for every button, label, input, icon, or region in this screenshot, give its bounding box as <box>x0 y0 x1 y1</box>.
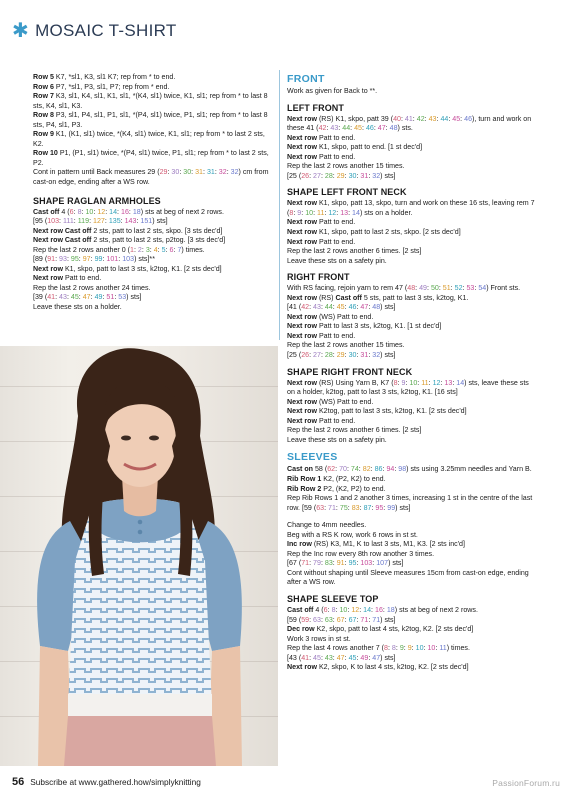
page-footer <box>12 776 201 788</box>
sleeves-count-2: [67 (71: 79: 83: 91: 95: 103: 107) sts] <box>287 559 404 568</box>
right-neck-line-6: Leave these sts on a safety pin. <box>287 435 387 444</box>
right-front-line-1: With RS facing, rejoin yarn to rem 47 (48: 49: 50: 51: 52: 53: 54) Front sts. <box>287 284 521 293</box>
right-front-heading: RIGHT FRONT <box>287 272 350 283</box>
raglan-count-3: [39 (41: 43: 45: 47: 49: 51: 53) sts] <box>33 293 142 302</box>
right-front-line-4: Next row Patt to last 3 sts, k2tog, K1. [1 st dec'd] <box>287 322 442 331</box>
left-front-count: [25 (26: 27: 28: 29: 30: 31: 32) sts] <box>287 171 396 180</box>
left-front-line-5: Rep the last 2 rows another 15 times. <box>287 162 405 171</box>
watermark: PassionForum.ru <box>492 778 560 788</box>
sleeve-top-heading: SHAPE SLEEVE TOP <box>287 593 379 604</box>
right-front-line-3: Next row (WS) Patt to end. <box>287 312 374 321</box>
raglan-line-6: Leave these sts on a holder. <box>33 303 122 312</box>
right-neck-line-1: Next row (RS) Using Yarn B, K7 (8: 9: 10: 11: 12: 13: 14) sts, leave these sts on a holder, k2tog, patt to last 3 sts, k2tog, K1. [16 sts] <box>287 378 529 397</box>
asterisk-icon: ✱ <box>12 20 30 42</box>
left-column <box>33 73 271 313</box>
right-neck-line-3: Next row K2tog, patt to last 3 sts, k2tog, K1. [2 sts dec'd] <box>287 407 467 416</box>
raglan-heading: SHAPE RAGLAN ARMHOLES <box>33 195 161 206</box>
sleeve-top-count-2: [43 (41: 45: 43: 47: 45: 49: 47) sts] <box>287 653 396 662</box>
page-title-text: MOSAIC T-SHIRT <box>35 21 177 40</box>
sleeve-top-line-1: Cast off 4 (6: 8: 10: 12: 14: 16: 18) sts at beg of next 2 rows. <box>287 605 478 614</box>
left-neck-line-5: Rep the last 2 rows another 6 times. [2 sts] <box>287 247 422 256</box>
raglan-line-2: Next row Cast off 2 sts, patt to last 2 sts, p2tog. [3 sts dec'd] <box>33 236 226 245</box>
sleeves-line-3: Rib Row 2 P2, (K2, P2) to end. <box>287 484 386 493</box>
raglan-count-1: [95 (103: 111: 119: 127: 135: 143: 151) sts] <box>33 217 168 226</box>
left-front-line-4: Next row Patt to end. <box>287 152 356 161</box>
right-neck-line-4: Next row Patt to end. <box>287 416 356 425</box>
column-divider <box>279 70 280 340</box>
cont-line: Cont in pattern until Back measures 29 (29: 30: 30: 31: 31: 32: 32) cm from cast-on edge, ending after a WS row. <box>33 168 269 187</box>
sleeve-top-line-2: Dec row K2, skpo, patt to last 4 sts, k2tog, K2. [2 sts dec'd] <box>287 625 474 634</box>
left-neck-line-2: Next row Patt to end. <box>287 218 356 227</box>
sleeves-heading: SLEEVES <box>287 451 338 464</box>
pattern-row: Row 6 P7, *sl1, P3, sl1, P7; rep from * end. <box>33 82 170 91</box>
raglan-castoff: Cast off 4 (6: 8: 10: 12: 14: 16: 18) sts at beg of next 2 rows. <box>33 207 224 216</box>
raglan-repeat: Rep the last 2 rows another 0 (1: 2: 3: 4: 5: 6: 7) times. <box>33 245 205 254</box>
sleeves-line-1: Cast on 58 (62: 70: 74: 82: 86: 94: 98) sts using 3.25mm needles and Yarn B. <box>287 465 532 474</box>
pattern-row: Row 5 K7, *sl1, K3, sl1 K7; rep from * to end. <box>33 73 176 81</box>
right-front-count-2: [25 (26: 27: 28: 29: 30: 31: 32) sts] <box>287 351 396 360</box>
sleeves-line-5: Change to 4mm needles. <box>287 521 367 530</box>
left-neck-line-6: Leave these sts on a safety pin. <box>287 256 387 265</box>
sleeve-top-count-1: [59 (59: 63: 63: 67: 67: 71: 71) sts] <box>287 615 396 624</box>
sleeves-line-2: Rib Row 1 K2, (P2, K2) to end. <box>287 474 386 483</box>
pattern-rows <box>33 73 271 168</box>
left-front-line-1: Next row (RS) K1, skpo, patt 39 (40: 41: 42: 43: 44: 45: 46), turn and work on these 41 (42: 43: 44: 45: 46: 47: 48) sts. <box>287 114 532 133</box>
left-front-heading: LEFT FRONT <box>287 102 344 113</box>
sleeves-line-8: Rep the Inc row every 8th row another 3 times. <box>287 549 435 558</box>
raglan-count-2: [89 (91: 93: 95: 97: 99: 101: 103) sts]** <box>33 255 155 264</box>
raglan-line-5: Rep the last 2 rows another 24 times. <box>33 283 151 292</box>
left-neck-line-1: Next row K1, skpo, patt 13, skpo, turn and work on these 16 sts, leaving rem 7 (8: 9: 10: 11: 12: 13: 14) sts on a holder. <box>287 199 535 217</box>
sleeve-top-line-5: Next row K2, skpo, K to last 4 sts, k2tog, K2. [2 sts dec'd] <box>287 663 469 672</box>
right-front-count-1: [41 (42: 43: 44: 45: 46: 47: 48) sts] <box>287 303 396 312</box>
left-front-line-2: Next row Patt to end. <box>287 133 356 142</box>
front-text: Work as given for Back to **. <box>287 87 378 95</box>
raglan-line-1: Next row Cast off 2 sts, patt to last 2 sts, skpo. [3 sts dec'd] <box>33 226 223 235</box>
right-front-line-5: Next row Patt to end. <box>287 331 356 340</box>
subscribe-text[interactable]: Subscribe at www.gathered.how/simplyknitting <box>30 777 201 787</box>
right-neck-line-2: Next row (WS) Patt to end. <box>287 397 374 406</box>
sleeves-line-4: Rep Rib Rows 1 and 2 another 3 times, increasing 1 st in the centre of the last row. [59 (63: 71: 75: 83: 87: 95: 99) sts] <box>287 494 533 512</box>
right-column <box>287 73 535 673</box>
sleeve-top-line-3: Work 3 rows in st st. <box>287 634 351 643</box>
right-neck-heading: SHAPE RIGHT FRONT NECK <box>287 366 413 377</box>
pattern-row: Row 7 K3, sl1, K4, sl1, K1, sl1, *(K4, sl1) twice, K1, sl1; rep from * to last 8 sts, K4, sl1, K3. <box>33 92 268 110</box>
sleeve-top-line-4: Rep the last 4 rows another 7 (8: 8: 9: 9: 10: 10: 11) times. <box>287 644 470 653</box>
pattern-row: Row 9 K1, (K1, sl1) twice, *(K4, sl1) twice, K1, sl1; rep from * to last 2 sts, K2. <box>33 130 265 148</box>
raglan-line-3: Next row K1, skpo, patt to last 3 sts, k2tog, K1. [2 sts dec'd] <box>33 264 222 273</box>
right-front-line-6: Rep the last 2 rows another 15 times. <box>287 341 405 350</box>
sleeves-line-6: Beg with a RS K row, work 6 rows in st st. <box>287 530 418 539</box>
left-front-line-3: Next row K1, skpo, patt to end. [1 st dec'd] <box>287 143 423 152</box>
pattern-row: Row 8 P3, sl1, P4, sl1, P1, sl1, *(P4, sl1) twice, P1, sl1; rep from * to last 8 sts, P4, sl1, P3. <box>33 111 268 129</box>
right-neck-line-5: Rep the last 2 rows another 6 times. [2 sts] <box>287 426 422 435</box>
page-number: 56 <box>12 776 25 788</box>
left-neck-line-4: Next row Patt to end. <box>287 237 356 246</box>
left-neck-heading: SHAPE LEFT FRONT NECK <box>287 187 407 198</box>
front-heading: FRONT <box>287 73 325 85</box>
raglan-line-4: Next row Patt to end. <box>33 274 102 283</box>
page-title <box>12 20 177 42</box>
right-front-line-2: Next row (RS) Cast off 5 sts, patt to last 3 sts, k2tog, K1. <box>287 293 469 302</box>
model-photo <box>0 346 278 766</box>
left-neck-line-3: Next row K1, skpo, patt to last 2 sts, skpo. [2 sts dec'd] <box>287 228 461 237</box>
sleeves-line-7: Inc row (RS) K3, M1, K to last 3 sts, M1, K3. [2 sts inc'd] <box>287 540 465 549</box>
pattern-row: Row 10 P1, (P1, sl1) twice, *(P4, sl1) twice, P1, sl1; rep from * to last 2 sts, P2. <box>33 149 269 167</box>
sleeves-line-9: Cont without shaping until Sleeve measures 15cm from cast-on edge, ending after a WS row. <box>287 568 529 587</box>
